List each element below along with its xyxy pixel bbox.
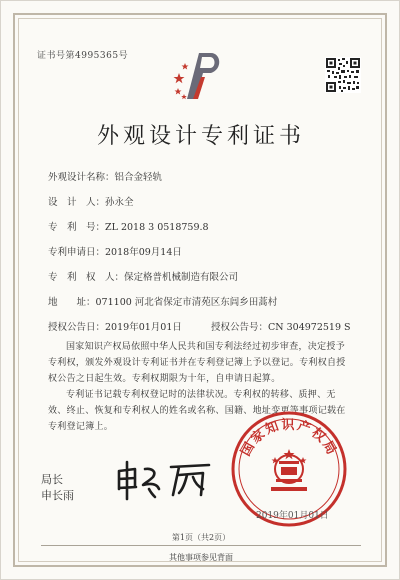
field-address xyxy=(48,294,277,308)
page-number: 第1页（共2页） xyxy=(171,533,231,542)
field-label: 设 计 人： xyxy=(48,197,106,208)
field-value: ZL 2018 3 0518759.8 xyxy=(105,222,209,233)
field-label: 授权公告日： xyxy=(48,322,106,333)
seal-text: 国家知识产权局 xyxy=(238,417,340,459)
field-patentee xyxy=(48,269,238,283)
qr-code-icon xyxy=(325,57,361,93)
field-label: 外观设计名称： xyxy=(48,172,115,183)
cnipa-logo-icon xyxy=(171,47,223,107)
field-application-date xyxy=(48,244,182,258)
body-paragraph-record: 专利证书记载专利权登记时的法律状况。专利权的转移、质押、无效、终止、恢复和专利权人的姓名或名称、国籍、地址变更等事项记载在专利登记簿上。 xyxy=(48,390,346,432)
field-value: 2018年09月14日 xyxy=(105,247,182,258)
field-grant-date xyxy=(48,319,182,333)
field-value: 2019年01月01日 xyxy=(105,322,182,333)
officer-name: 申长雨 xyxy=(41,489,74,502)
field-label: 授权公告号： xyxy=(211,322,269,333)
certificate-number: 证书号第4995365号 xyxy=(37,51,129,61)
field-value: 071100 河北省保定市清苑区东闾乡田蒿村 xyxy=(95,297,278,308)
field-label: 专 利 号： xyxy=(48,222,106,233)
field-designer xyxy=(48,194,134,208)
field-label: 专 利 权 人： xyxy=(48,272,125,283)
field-value: 铝合金轻轨 xyxy=(114,172,163,183)
seal-date: 2019年01月01日 xyxy=(256,511,329,521)
field-value: 保定格普机械制造有限公司 xyxy=(124,272,239,283)
field-patent-number xyxy=(48,219,209,233)
field-design-name xyxy=(48,169,162,183)
page-title: 外观设计专利证书 xyxy=(96,124,305,149)
field-value: CN 304972519 S xyxy=(268,322,351,333)
footer-divider xyxy=(41,545,361,546)
field-value: 孙永全 xyxy=(105,197,134,208)
body-paragraph-grant: 国家知识产权局依照中华人民共和国专利法经过初步审查，决定授予专利权，颁发外观设计专利证书并在专利登记簿上予以登记。专利权自授权公告之日起生效。专利权期限为十年，自申请日起算。 xyxy=(48,342,346,384)
signature-image xyxy=(113,459,233,503)
field-grant-number xyxy=(211,319,351,333)
footer-note: 其他事项参见背面 xyxy=(169,553,233,562)
field-label: 地 址： xyxy=(48,297,96,308)
officer-title: 局长 xyxy=(41,473,63,486)
field-label: 专利申请日： xyxy=(48,247,106,258)
